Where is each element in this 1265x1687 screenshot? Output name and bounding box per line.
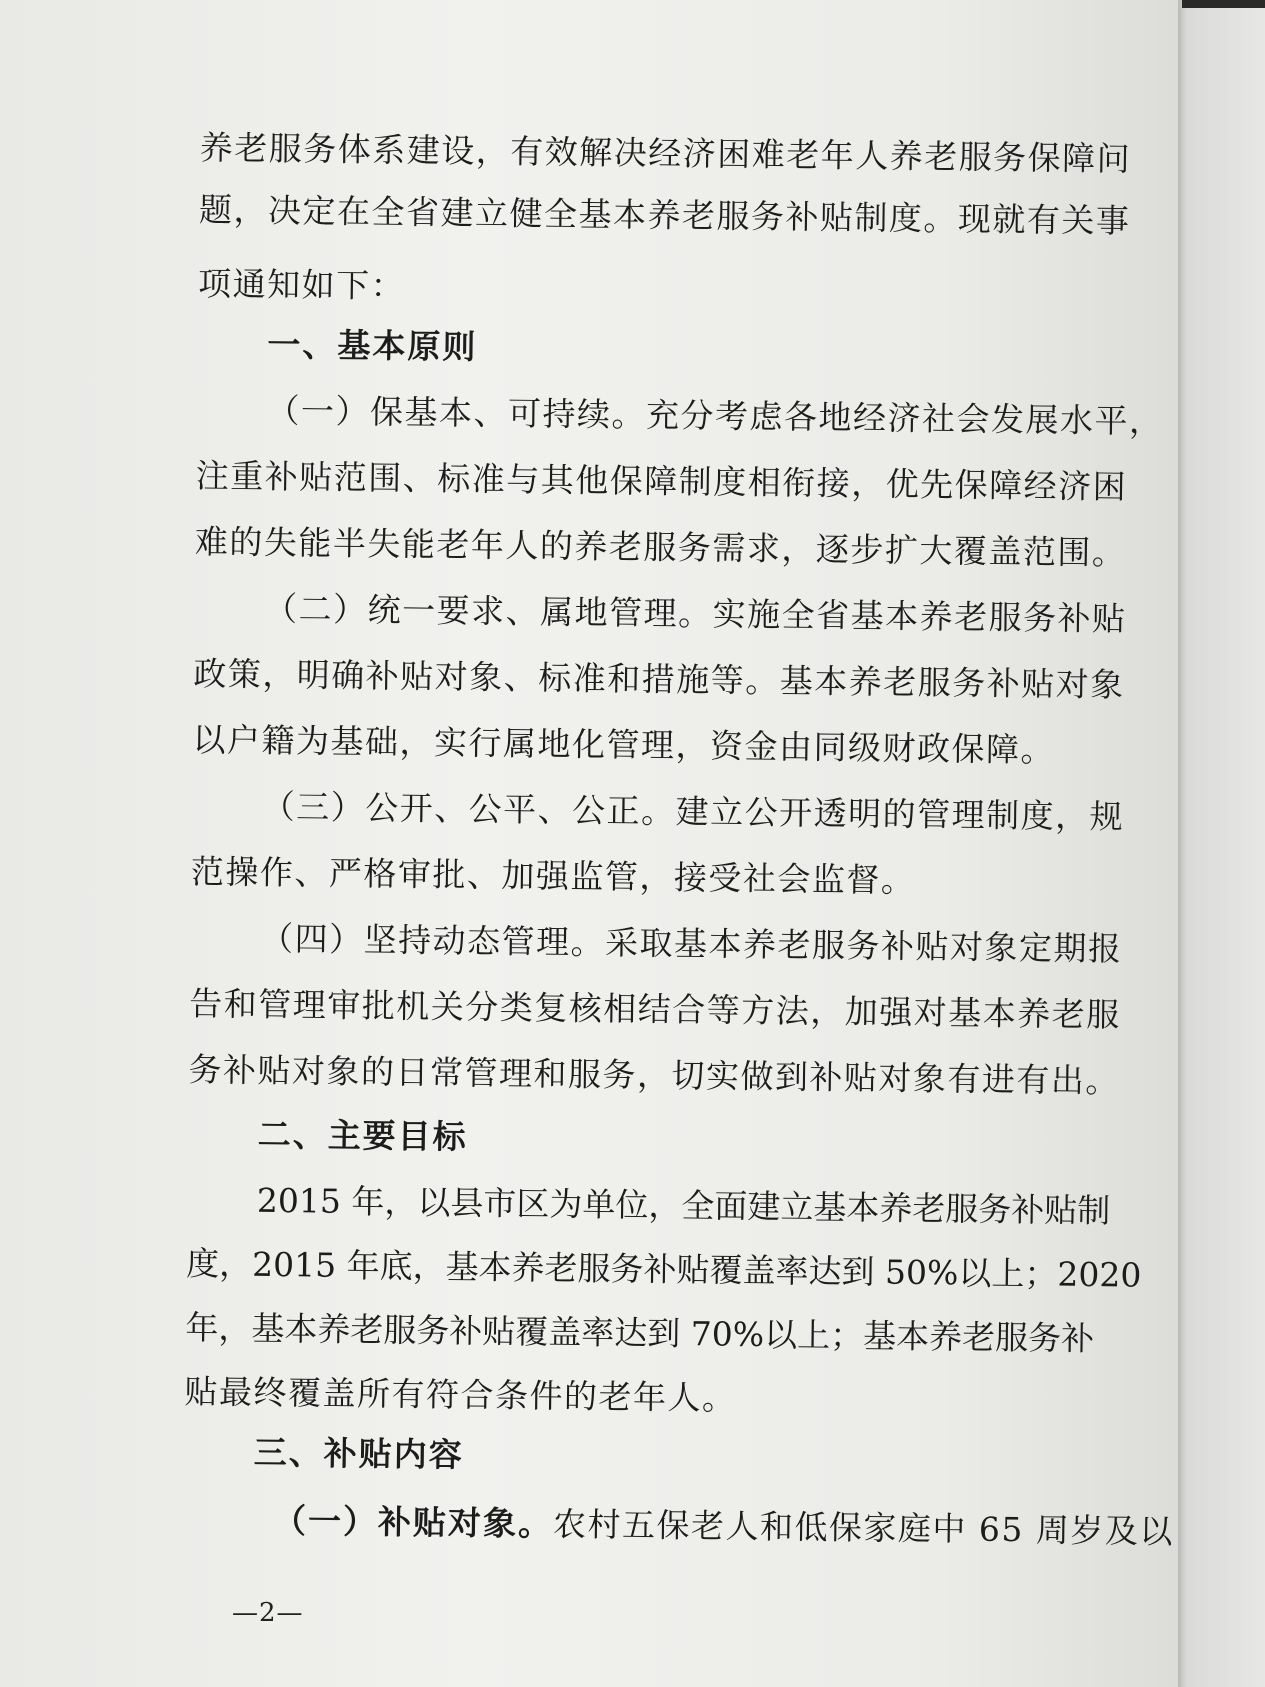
body-line: 注重补贴范围、标准与其他保障制度相衔接，优先保障经济困: [195, 455, 1128, 507]
body-line: 度，2015 年底，基本养老服务补贴覆盖率达到 50%以上；2020: [185, 1243, 1142, 1295]
document-body: [184, 128, 1175, 1552]
body-line: （一）保基本、可持续。充分考虑各地经济社会发展水平，: [266, 390, 1164, 441]
page-number: —2—: [232, 1598, 304, 1628]
body-line: 政策，明确补贴对象、标准和措施等。基本养老服务补贴对象: [193, 653, 1126, 705]
body-line: 年，基本养老服务补贴覆盖率达到 70%以上；基本养老服务补: [185, 1307, 1095, 1359]
section-heading-3: 三、补贴内容: [253, 1432, 465, 1475]
section-heading-2: 二、主要目标: [257, 1114, 468, 1157]
body-line-last: [273, 1501, 1174, 1552]
body-line: 范操作、严格审批、加强监管，接受社会监督。: [190, 851, 916, 900]
body-line: 难的失能半失能老年人的养老服务需求，逐步扩大覆盖范围。: [194, 521, 1127, 573]
body-line: 2015 年，以县市区为单位，全面建立基本养老服务补贴制: [256, 1180, 1111, 1231]
subheading-inline: （一）补贴对象。: [272, 1500, 554, 1544]
body-line: （三）公开、公平、公正。建立公开透明的管理制度，规: [261, 786, 1125, 837]
body-line: 题，决定在全省建立健全基本养老服务补贴制度。现就有关事: [198, 189, 1131, 241]
body-line: 务补贴对象的日常管理和服务，切实做到补贴对象有进有出。: [188, 1049, 1121, 1101]
body-line: 养老服务体系建设，有效解决经济困难老年人养老服务保障问: [199, 128, 1132, 179]
body-line: 项通知如下：: [197, 263, 406, 306]
background-edge: [1178, 0, 1265, 1687]
body-line-tail: 农村五保老人和低保家庭中 65 周岁及以: [552, 1504, 1175, 1552]
body-line: 贴最终覆盖所有符合条件的老年人。: [184, 1371, 737, 1418]
body-line: 以户籍为基础，实行属地化管理，资金由同级财政保障。: [192, 719, 1056, 770]
body-line: （四）坚持动态管理。采取基本养老服务补贴对象定期报: [259, 918, 1123, 969]
body-line: 告和管理审批机关分类复核相结合等方法，加强对基本养老服: [189, 983, 1121, 1035]
section-heading-1: 一、基本原则: [267, 324, 478, 367]
body-line: （二）统一要求、属地管理。实施全省基本养老服务补贴: [263, 588, 1127, 639]
background-corner: [1182, 0, 1265, 8]
